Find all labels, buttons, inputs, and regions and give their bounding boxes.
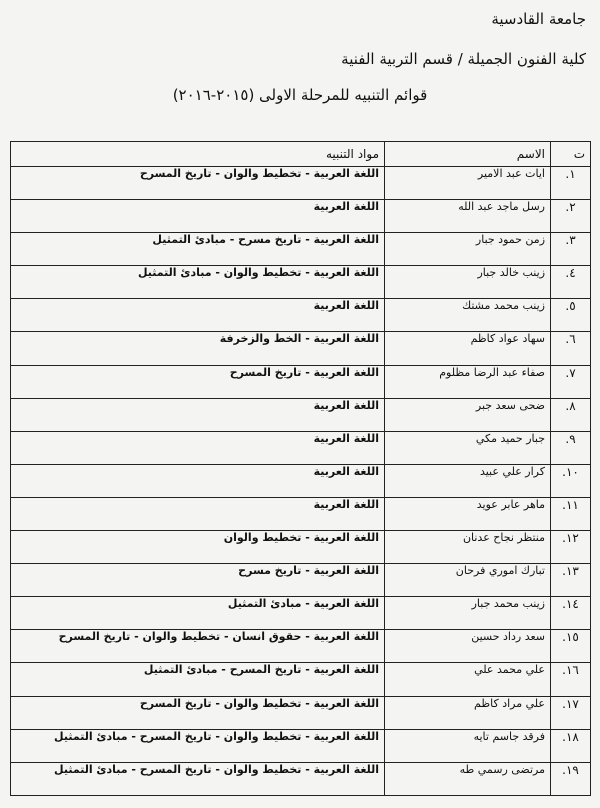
student-name: رسل ماجد عبد الله bbox=[385, 200, 551, 233]
table-row bbox=[11, 729, 591, 762]
table-row bbox=[11, 630, 591, 663]
table-row bbox=[11, 233, 591, 266]
student-name: سعد رداد حسين bbox=[385, 630, 551, 663]
warning-subjects: اللغة العربية - مبادئ التمثيل bbox=[11, 597, 385, 630]
row-number: ٢. bbox=[551, 200, 591, 233]
table-row bbox=[11, 531, 591, 564]
student-name: زينب خالد جبار bbox=[385, 266, 551, 299]
column-header-num: ت bbox=[551, 142, 591, 167]
table-row bbox=[11, 663, 591, 696]
column-header-name: الاسم bbox=[385, 142, 551, 167]
row-number: ١٧. bbox=[551, 696, 591, 729]
student-name: زينب محمد مشتك bbox=[385, 299, 551, 332]
warning-subjects: اللغة العربية - تخطيط والوان - تاريخ المسرح - مبادئ التمثيل bbox=[11, 762, 385, 795]
warning-subjects: اللغة العربية bbox=[11, 497, 385, 530]
warning-subjects: اللغة العربية - حقوق انسان - تخطيط والوان - تاريخ المسرح bbox=[11, 630, 385, 663]
college-department: كلية الفنون الجميلة / قسم التربية الفنية bbox=[341, 50, 586, 68]
warning-subjects: اللغة العربية bbox=[11, 200, 385, 233]
table-row bbox=[11, 762, 591, 795]
row-number: ١. bbox=[551, 167, 591, 200]
row-number: ١٨. bbox=[551, 729, 591, 762]
table-row bbox=[11, 167, 591, 200]
warning-subjects: اللغة العربية - تخطيط والوان - تاريخ المسرح - مبادئ التمثيل bbox=[11, 729, 385, 762]
student-name: ايات عبد الامير bbox=[385, 167, 551, 200]
row-number: ١١. bbox=[551, 497, 591, 530]
university-name: جامعة القادسية bbox=[491, 10, 586, 28]
warning-subjects: اللغة العربية - تخطيط والوان - تاريخ المسرح bbox=[11, 696, 385, 729]
table-row bbox=[11, 365, 591, 398]
warning-subjects: اللغة العربية - الخط والزخرفة bbox=[11, 332, 385, 365]
table-row bbox=[11, 332, 591, 365]
table-row bbox=[11, 200, 591, 233]
column-header-subjects: مواد التنبيه bbox=[11, 142, 385, 167]
warning-subjects: اللغة العربية bbox=[11, 398, 385, 431]
warning-subjects: اللغة العربية - تاريخ المسرح bbox=[11, 365, 385, 398]
table-row bbox=[11, 398, 591, 431]
row-number: ٣. bbox=[551, 233, 591, 266]
document-title: قوائم التنبيه للمرحلة الاولى (٢٠١٥-٢٠١٦) bbox=[172, 86, 428, 104]
warning-subjects: اللغة العربية - تخطيط والوان - تاريخ المسرح bbox=[11, 167, 385, 200]
table-row bbox=[11, 696, 591, 729]
student-name: علي مراد كاظم bbox=[385, 696, 551, 729]
student-name: زينب محمد جبار bbox=[385, 597, 551, 630]
row-number: ١٢. bbox=[551, 531, 591, 564]
student-name: علي محمد علي bbox=[385, 663, 551, 696]
table-header-row bbox=[11, 142, 591, 167]
warning-subjects: اللغة العربية bbox=[11, 431, 385, 464]
warning-subjects: اللغة العربية - تاريخ مسرح bbox=[11, 564, 385, 597]
table-row bbox=[11, 464, 591, 497]
student-name: مرتضى رسمي طه bbox=[385, 762, 551, 795]
warning-list-table bbox=[10, 141, 591, 796]
table-row bbox=[11, 597, 591, 630]
row-number: ١٦. bbox=[551, 663, 591, 696]
warning-subjects: اللغة العربية bbox=[11, 464, 385, 497]
row-number: ١٠. bbox=[551, 464, 591, 497]
student-name: كرار علي عبيد bbox=[385, 464, 551, 497]
warning-subjects: اللغة العربية - تخطيط والوان - مبادئ التمثيل bbox=[11, 266, 385, 299]
row-number: ٦. bbox=[551, 332, 591, 365]
row-number: ١٣. bbox=[551, 564, 591, 597]
student-name: فرقد جاسم تايه bbox=[385, 729, 551, 762]
row-number: ٤. bbox=[551, 266, 591, 299]
table-row bbox=[11, 497, 591, 530]
table-row bbox=[11, 564, 591, 597]
student-name: صفاء عبد الرضا مظلوم bbox=[385, 365, 551, 398]
row-number: ٥. bbox=[551, 299, 591, 332]
row-number: ١٥. bbox=[551, 630, 591, 663]
row-number: ١٤. bbox=[551, 597, 591, 630]
table-row bbox=[11, 299, 591, 332]
row-number: ٩. bbox=[551, 431, 591, 464]
warning-subjects: اللغة العربية - تاريخ المسرح - مبادئ التمثيل bbox=[11, 663, 385, 696]
student-name: سهاد عواد كاظم bbox=[385, 332, 551, 365]
student-name: جبار حميد مكي bbox=[385, 431, 551, 464]
student-name: منتظر نجاح عدنان bbox=[385, 531, 551, 564]
warning-subjects: اللغة العربية - تاريخ مسرح - مبادئ التمثيل bbox=[11, 233, 385, 266]
row-number: ٨. bbox=[551, 398, 591, 431]
student-name: زمن حمود جبار bbox=[385, 233, 551, 266]
warning-subjects: اللغة العربية bbox=[11, 299, 385, 332]
table-row bbox=[11, 266, 591, 299]
row-number: ١٩. bbox=[551, 762, 591, 795]
student-name: ماهر عابر عويد bbox=[385, 497, 551, 530]
student-name: تبارك اموري فرحان bbox=[385, 564, 551, 597]
student-name: ضحى سعد جبر bbox=[385, 398, 551, 431]
row-number: ٧. bbox=[551, 365, 591, 398]
table-row bbox=[11, 431, 591, 464]
warning-subjects: اللغة العربية - تخطيط والوان bbox=[11, 531, 385, 564]
